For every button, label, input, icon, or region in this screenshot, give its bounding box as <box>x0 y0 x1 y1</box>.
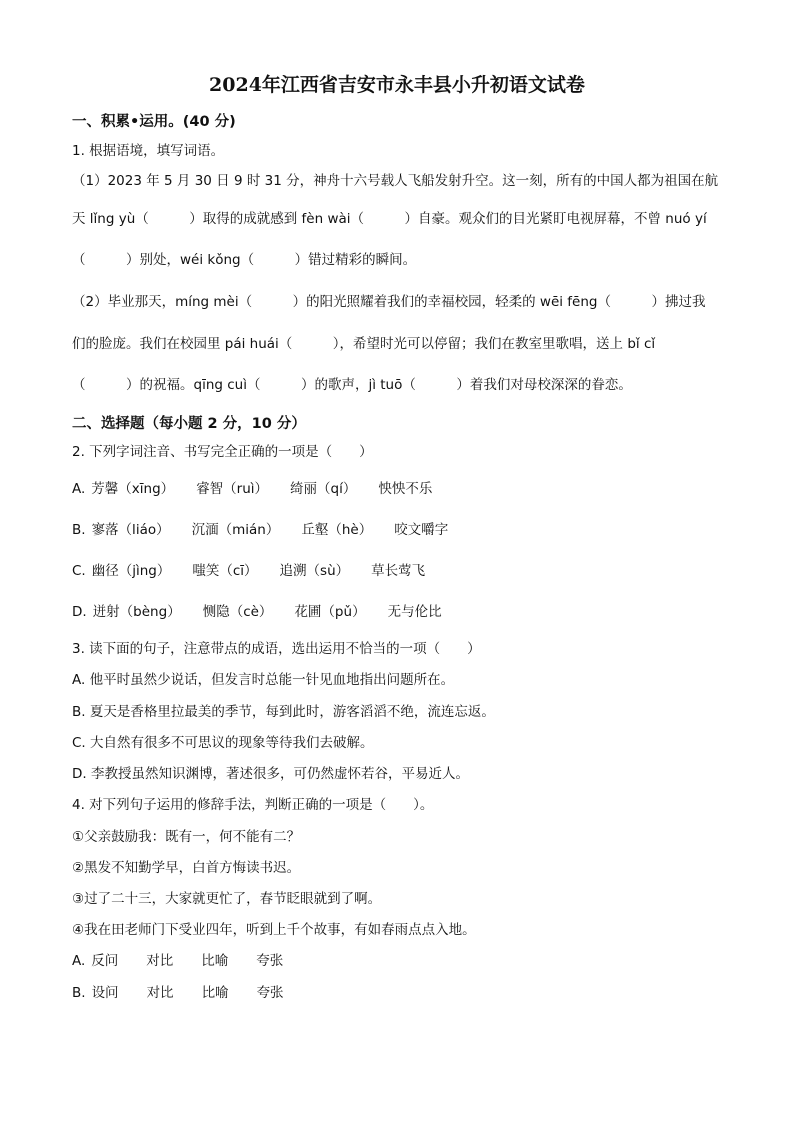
q3-stem: 3. 读下面的句子，注意带点的成语，选出运用不恰当的一项（ ） <box>72 641 481 657</box>
q1-stem: 1. 根据语境，填写词语。 <box>72 143 225 159</box>
option-item: 芳馨（xīng） <box>91 481 175 497</box>
q1-p1-line3: （ ）别处，wéi kǒng（ ）错过精彩的瞬间。 <box>72 252 417 268</box>
option-item: 幽径（jìng） <box>91 563 171 579</box>
q3-option-c: C. 大自然有很多不可思议的现象等待我们去破解。 <box>72 735 374 751</box>
option-item: 绮丽（qí） <box>290 481 357 497</box>
q2-option-c <box>72 562 447 580</box>
option-item: 夸张 <box>256 985 284 1001</box>
option-item: 寥落（liáo） <box>91 522 170 538</box>
option-label: A. <box>72 953 86 969</box>
q1-p2-line1: （2）毕业那天，míng mèi（ ）的阳光照耀着我们的幸福校园，轻柔的 wēi fēng（ ）拂过我 <box>72 294 706 310</box>
q2-option-a <box>72 480 454 498</box>
option-item: 睿智（ruì） <box>196 481 269 497</box>
option-item: 对比 <box>146 953 174 969</box>
option-item: 无与伦比 <box>387 604 442 620</box>
q4-sentence-1: ①父亲鼓励我：既有一，何不能有二？ <box>72 829 301 845</box>
option-label: B. <box>72 522 86 538</box>
option-item: 比喻 <box>201 985 229 1001</box>
option-item: 草长莺飞 <box>371 563 426 579</box>
option-item: 咬文嚼字 <box>394 522 449 538</box>
option-item: 对比 <box>146 985 174 1001</box>
option-item: 夸张 <box>256 953 284 969</box>
option-label: C. <box>72 563 86 579</box>
section2-heading: 二、选择题（每小题 2 分，10 分） <box>72 416 306 432</box>
q2-option-b <box>72 521 470 539</box>
q2-option-d <box>72 603 464 621</box>
option-item: 丘壑（hè） <box>301 522 373 538</box>
q4-sentence-2: ②黑发不知勤学早，白首方悔读书迟。 <box>72 860 301 876</box>
option-item: 设问 <box>91 985 119 1001</box>
option-item: 比喻 <box>201 953 229 969</box>
q3-option-d: D. 李教授虽然知识渊博，著述很多，可仍然虚怀若谷，平易近人。 <box>72 766 469 782</box>
q1-p2-line2: 们的脸庞。我们在校园里 pái huái（ ），希望时光可以停留；我们在教室里歌唱，送上 bǐ cǐ <box>72 336 656 352</box>
option-item: 花圃（pǔ） <box>294 604 366 620</box>
q3-option-b: B. 夏天是香格里拉最美的季节，每到此时，游客滔滔不绝，流连忘返。 <box>72 704 495 720</box>
q1-p1-line1: （1）2023 年 5 月 30 日 9 时 31 分，神舟十六号载人飞船发射升空。这一刻，所有的中国人都为祖国在航 <box>72 173 719 189</box>
page-title: 2024年江西省吉安市永丰县小升初语文试卷 <box>209 74 585 96</box>
q1-p1-line2: 天 lǐng yù（ ）取得的成就感到 fèn wài（ ）自豪。观众们的目光紧盯电视屏幕，不曾 nuó yí <box>72 211 707 227</box>
q4-stem: 4. 对下列句子运用的修辞手法，判断正确的一项是（ ）。 <box>72 797 434 813</box>
section1-heading: 一、积累•运用。(40 分) <box>72 114 236 130</box>
q2-stem: 2. 下列字词注音、书写完全正确的一项是（ ） <box>72 444 373 460</box>
q1-p2-line3: （ ）的祝福。qīng cuì（ ）的歌声，jì tuō（ ）着我们对母校深深的眷恋。 <box>72 377 632 393</box>
q4-sentence-4: ④我在田老师门下受业四年，听到上千个故事，有如春雨点点入地。 <box>72 922 476 938</box>
q4-sentence-3: ③过了二十三，大家就更忙了，春节眨眼就到了啊。 <box>72 891 382 907</box>
option-item: 恻隐（cè） <box>202 604 273 620</box>
option-item: 沉湎（mián） <box>191 522 280 538</box>
option-item: 嗤笑（cī） <box>192 563 258 579</box>
option-label: A. <box>72 481 86 497</box>
option-item: 反问 <box>91 953 119 969</box>
option-label: D. <box>72 604 87 620</box>
q4-option-a <box>72 952 305 970</box>
option-label: B. <box>72 985 86 1001</box>
option-item: 迸射（bèng） <box>92 604 181 620</box>
option-item: 追溯（sù） <box>279 563 350 579</box>
q3-option-a: A. 他平时虽然少说话，但发言时总能一针见血地指出问题所在。 <box>72 672 455 688</box>
q4-option-b <box>72 984 306 1002</box>
option-item: 怏怏不乐 <box>378 481 433 497</box>
